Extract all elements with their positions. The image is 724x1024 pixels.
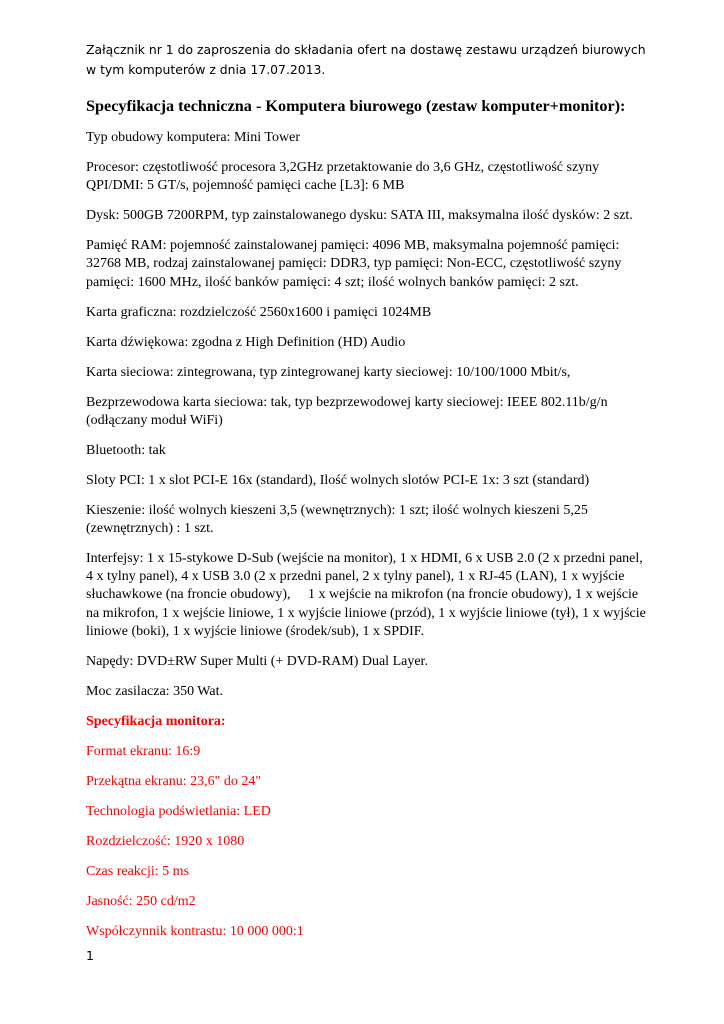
monitor-spec-backlight: Technologia podświetlania: LED <box>86 803 271 819</box>
spec-interfaces: Interfejsy: 1 x 15-stykowe D-Sub (wejście na monitor), 1 x HDMI, 6 x USB 2.0 (2 x przedni panel, 4 x tylny panel), 4 x USB 3.0 (2 x przedni panel, 2 x tylny panel), 1 x RJ-45 (LAN), 1 x wyjście słuchawkowe (na froncie obudowy), 1 x wejście na mikrofon (na froncie obudowy), 1 x wejście na mikrofon, 1 x wejście liniowe, 1 x wyjście liniowe (przód), 1 x wyjście liniowe (tył), 1 x wyjście liniowe (boki), 1 x wyjście liniowe (środek/sub), 1 x SPDIF. <box>86 551 650 639</box>
monitor-specs <box>86 713 646 941</box>
spec-drive-bays: Kieszenie: ilość wolnych kieszeni 3,5 (wewnętrznych): 1 szt; ilość wolnych kieszeni 5,25 (zewnętrznych) : 1 szt. <box>86 502 588 537</box>
monitor-spec-format: Format ekranu: 16:9 <box>86 743 201 759</box>
spec-network-card: Karta sieciowa: zintegrowana, typ zintegrowanej karty sieciowej: 10/100/1000 Mbit/s, <box>86 364 571 380</box>
spec-wireless-card: Bezprzewodowa karta sieciowa: tak, typ bezprzewodowej karty sieciowej: IEEE 802.11b/g/n (odłączany moduł WiFi) <box>86 394 608 428</box>
monitor-spec-contrast: Współczynnik kontrastu: 10 000 000:1 <box>86 923 304 939</box>
spec-ram: Pamięć RAM: pojemność zainstalowanej pamięci: 4096 MB, maksymalna pojemność pamięci: 32768 MB, rodzaj zainstalowanej pamięci: DDR3, typ pamięci: Non-ECC, częstotliwość szyny pamięci: 1600 MHz, ilość banków pamięci: 4 szt; ilość wolnych banków pamięci: 2 szt. <box>86 238 622 290</box>
spec-disk: Dysk: 500GB 7200RPM, typ zainstalowanego dysku: SATA III, maksymalna ilość dysków: 2 szt. <box>86 208 633 224</box>
spec-sound-card: Karta dźwiękowa: zgodna z High Definition (HD) Audio <box>86 334 406 350</box>
spec-graphics-card: Karta graficzna: rozdzielczość 2560x1600 i pamięci 1024MB <box>86 304 432 320</box>
document-header: Załącznik nr 1 do zaproszenia do składania ofert na dostawę zestawu urządzeń biurowych w tym komputerów z dnia 17.07.2013. <box>86 42 646 77</box>
spec-pci-slots: Sloty PCI: 1 x slot PCI-E 16x (standard), Ilość wolnych slotów PCI-E 1x: 3 szt (standard) <box>86 472 590 488</box>
page-title: Specyfikacja techniczna - Komputera biurowego (zestaw komputer+monitor): <box>86 97 626 115</box>
monitor-spec-resolution: Rozdzielczość: 1920 x 1080 <box>86 833 245 849</box>
monitor-spec-response-time: Czas reakcji: 5 ms <box>86 863 190 879</box>
document-page <box>86 40 650 953</box>
spec-optical-drives: Napędy: DVD±RW Super Multi (+ DVD-RAM) Dual Layer. <box>86 653 428 669</box>
spec-processor: Procesor: częstotliwość procesora 3,2GHz przetaktowanie do 3,6 GHz, częstotliwość szyny QPI/DMI: 5 GT/s, pojemność pamięci cache [L3]: 6 MB <box>86 160 600 194</box>
computer-specs <box>86 129 650 701</box>
monitor-spec-brightness: Jasność: 250 cd/m2 <box>86 893 196 909</box>
spec-case-type: Typ obudowy komputera: Mini Tower <box>86 130 300 145</box>
monitor-heading: Specyfikacja monitora: <box>86 713 226 729</box>
spec-power-supply: Moc zasilacza: 350 Wat. <box>86 683 224 699</box>
spec-bluetooth: Bluetooth: tak <box>86 442 166 458</box>
page-number: 1 <box>86 948 94 963</box>
monitor-spec-diagonal: Przekątna ekranu: 23,6" do 24" <box>86 773 262 789</box>
